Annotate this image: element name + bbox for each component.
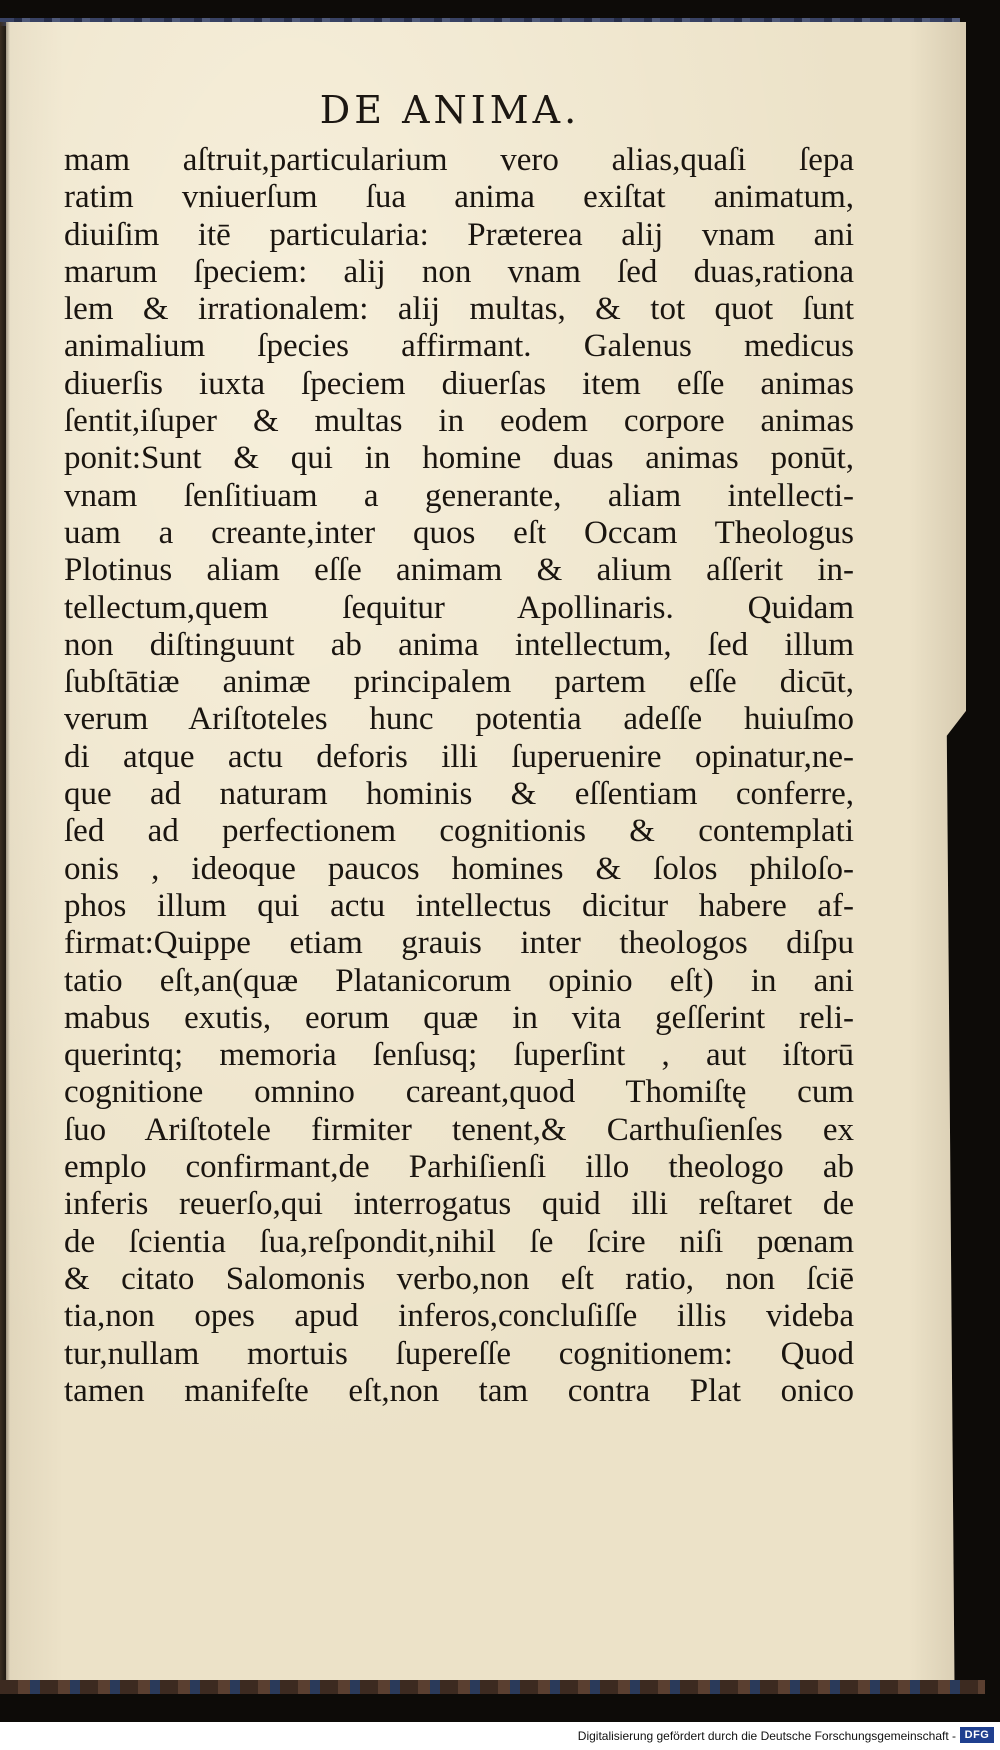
text-line: ſuo Ariſtotele firmiter tenent,& Carthuſienſes ex [64,1111,854,1148]
text-line: onis , ideoque paucos homines & ſolos philoſo- [64,850,854,887]
text-line: diuerſis iuxta ſpeciem diuerſas item eſſe animas [64,365,854,402]
text-line: de ſcientia ſua,reſpondit,nihil ſe ſcire niſi pœnam [64,1223,854,1260]
text-line: que ad naturam hominis & eſſentiam conferre, [64,776,854,813]
page-text-block [64,142,854,1410]
bottom-edge-stain [0,1680,985,1694]
text-line: ſentit,iſuper & multas in eodem corpore animas [64,403,854,440]
text-line: ſed ad perfectionem cognitionis & contemplati [64,813,854,850]
text-line: tatio eſt,an(quæ Platanicorum opinio eſt) in ani [64,962,854,999]
text-line: ſubſtātiæ animæ principalem partem eſſe dicūt, [64,664,854,701]
text-line: inferis reuerſo,qui interrogatus quid illi reſtaret de [64,1186,854,1223]
text-line: tur,nullam mortuis ſupereſſe cognitionem: Quod [64,1335,854,1372]
text-line: mabus exutis, eorum quæ in vita geſſerint reli- [64,999,854,1036]
text-line: animalium ſpecies affirmant. Galenus medicus [64,328,854,365]
text-line: tellectum,quem ſequitur Apollinaris. Quidam [64,589,854,626]
text-line: Plotinus aliam eſſe animam & alium aſſerit in- [64,552,854,589]
text-line: phos illum qui actu intellectus dicitur habere af- [64,887,854,924]
text-line: diuiſim itē particularia: Præterea alij vnam ani [64,216,854,253]
text-line: & citato Salomonis verbo,non eſt ratio, non ſciē [64,1260,854,1297]
running-head: DE ANIMA. [319,88,581,132]
text-line: cognitione omnino careant,quod Thomiſtę cum [64,1074,854,1111]
text-line: ponit:Sunt & qui in homine duas animas ponūt, [64,440,854,477]
text-line: vnam ſenſitiuam a generante, aliam intellecti- [64,477,854,514]
text-line: tamen manifeſte eſt,non tam contra Plat onico [64,1372,854,1409]
text-line: tia,non opes apud inferos,concluſiſſe illis videba [64,1298,854,1335]
text-line: lem & irrationalem: alij multas, & tot quot ſunt [64,291,854,328]
page-gutter-shadow [0,22,10,1682]
text-line: marum ſpeciem: alij non vnam ſed duas,rationa [64,253,854,290]
text-line: emplo confirmant,de Parhiſienſi illo theologo ab [64,1149,854,1186]
text-line: querintq; memoria ſenſusq; ſuperſint , aut iſtorū [64,1037,854,1074]
dfg-logo: DFG [960,1727,994,1743]
text-line: ratim vniuerſum ſua anima exiſtat animatum, [64,179,854,216]
text-line: mam aſtruit,particularium vero alias,quaſi ſepa [64,142,854,178]
text-line: di atque actu deforis illi ſuperuenire opinatur,ne- [64,738,854,775]
text-line: firmat:Quippe etiam grauis inter theologos diſpu [64,925,854,962]
text-line: non diſtinguunt ab anima intellectum, ſed illum [64,626,854,663]
text-line: verum Ariſtoteles hunc potentia adeſſe huiuſmo [64,701,854,738]
text-line: uam a creante,inter quos eſt Occam Theologus [64,514,854,551]
funding-credit: Digitalisierung gefördert durch die Deutsche Forschungsgemeinschaft - [577,1729,956,1743]
